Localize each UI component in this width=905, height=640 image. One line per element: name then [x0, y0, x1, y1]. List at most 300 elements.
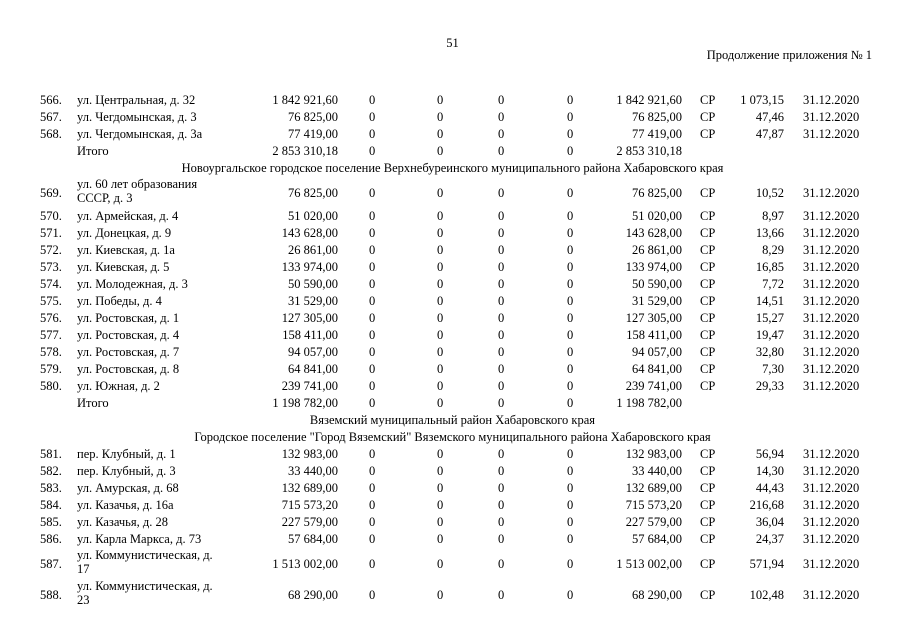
total-cell: 77 419,00 — [632, 127, 682, 141]
row-number: 566. — [40, 93, 62, 107]
date-cell: 31.12.2020 — [803, 557, 860, 571]
zero-cell-1: 0 — [369, 294, 376, 308]
zero-cell-4: 0 — [567, 379, 574, 393]
zero-cell-4: 0 — [567, 362, 574, 376]
zero-cell-1: 0 — [369, 515, 376, 529]
row-number: 576. — [40, 311, 62, 325]
address-cell: ул. 60 лет образования СССР, д. 3 — [77, 177, 198, 205]
row-number: 575. — [40, 294, 62, 308]
date-cell: 31.12.2020 — [803, 328, 860, 342]
zero-cell-2: 0 — [437, 447, 444, 461]
table-row — [0, 480, 905, 497]
table-row — [0, 463, 905, 480]
row-number: 579. — [40, 362, 62, 376]
address-cell: ул. Казачья, д. 28 — [77, 515, 168, 529]
zero-cell-4: 0 — [567, 345, 574, 359]
zero-cell-1: 0 — [369, 226, 376, 240]
zero-cell-2: 0 — [437, 328, 444, 342]
zero-cell-4: 0 — [567, 243, 574, 257]
zero-cell-2: 0 — [437, 243, 444, 257]
total-cell: 76 825,00 — [632, 186, 682, 200]
address-cell: ул. Казачья, д. 16а — [77, 498, 174, 512]
table-row — [0, 548, 905, 579]
row-number: 586. — [40, 532, 62, 546]
section-heading-text: Городское поселение "Город Вяземский" Вяземского муниципального района Хабаровского края — [194, 430, 711, 444]
amount-cell: 127 305,00 — [281, 311, 338, 325]
amount-cell: 1 842 921,60 — [272, 93, 338, 107]
row-number: 569. — [40, 186, 62, 200]
method-cell: СР — [700, 260, 716, 274]
zero-cell-4: 0 — [567, 464, 574, 478]
zero-cell-3: 0 — [498, 557, 505, 571]
total-cell: 715 573,20 — [625, 498, 682, 512]
zero-cell-2: 0 — [437, 532, 444, 546]
address-cell: ул. Донецкая, д. 9 — [77, 226, 172, 240]
zero-cell-3: 0 — [498, 294, 505, 308]
table-row — [0, 276, 905, 293]
zero-cell-2: 0 — [437, 379, 444, 393]
table-row — [0, 579, 905, 610]
zero-cell-2: 0 — [437, 345, 444, 359]
area-cell: 32,80 — [755, 345, 784, 359]
zero-cell-1: 0 — [369, 362, 376, 376]
method-cell: СР — [700, 447, 716, 461]
area-cell: 8,29 — [762, 243, 784, 257]
table-row — [0, 344, 905, 361]
total-cell: 239 741,00 — [625, 379, 682, 393]
date-cell: 31.12.2020 — [803, 362, 860, 376]
zero-cell-3: 0 — [498, 186, 505, 200]
method-cell: СР — [700, 294, 716, 308]
date-cell: 31.12.2020 — [803, 127, 860, 141]
date-cell: 31.12.2020 — [803, 481, 860, 495]
address-cell: ул. Карла Маркса, д. 73 — [77, 532, 202, 546]
row-number: 588. — [40, 588, 62, 602]
zero-cell-3: 0 — [498, 481, 505, 495]
zero-cell-3: 0 — [498, 110, 505, 124]
row-number: 574. — [40, 277, 62, 291]
total-cell: 133 974,00 — [625, 260, 682, 274]
address-cell: ул. Молодежная, д. 3 — [77, 277, 188, 291]
zero-cell-3: 0 — [498, 515, 505, 529]
method-cell: СР — [700, 328, 716, 342]
address-cell: ул. Ростовская, д. 1 — [77, 311, 180, 325]
date-cell: 31.12.2020 — [803, 311, 860, 325]
method-cell: СР — [700, 379, 716, 393]
table-row — [0, 225, 905, 242]
zero-cell-4: 0 — [567, 515, 574, 529]
table-row — [0, 259, 905, 276]
zero-cell-3: 0 — [498, 588, 505, 602]
amount-cell: 715 573,20 — [281, 498, 338, 512]
table-row — [0, 378, 905, 395]
row-number: 583. — [40, 481, 62, 495]
zero-cell-1: 0 — [369, 277, 376, 291]
method-cell: СР — [700, 226, 716, 240]
row-number: 585. — [40, 515, 62, 529]
method-cell: СР — [700, 186, 716, 200]
zero-cell-2: 0 — [437, 110, 444, 124]
row-number: 571. — [40, 226, 62, 240]
continuation-note: Продолжение приложения № 1 — [706, 48, 872, 62]
zero-cell-4: 0 — [567, 557, 574, 571]
zero-cell-3: 0 — [498, 226, 505, 240]
zero-cell-2: 0 — [437, 311, 444, 325]
zero-cell-1: 0 — [369, 464, 376, 478]
amount-cell: 1 513 002,00 — [272, 557, 338, 571]
zero-cell-3: 0 — [498, 93, 505, 107]
amount-cell: 239 741,00 — [281, 379, 338, 393]
amount-cell: 133 974,00 — [281, 260, 338, 274]
address-cell: пер. Клубный, д. 1 — [77, 447, 176, 461]
method-cell: СР — [700, 277, 716, 291]
amount-cell: 57 684,00 — [288, 532, 338, 546]
zero-cell-2: 0 — [437, 481, 444, 495]
date-cell: 31.12.2020 — [803, 464, 860, 478]
zero-cell-3: 0 — [498, 498, 505, 512]
row-number: 580. — [40, 379, 62, 393]
method-cell: СР — [700, 532, 716, 546]
method-cell: СР — [700, 345, 716, 359]
table-row — [0, 92, 905, 109]
amount-cell: 64 841,00 — [288, 362, 338, 376]
method-cell: СР — [700, 498, 716, 512]
method-cell: СР — [700, 209, 716, 223]
total-cell: 1 513 002,00 — [616, 557, 682, 571]
date-cell: 31.12.2020 — [803, 294, 860, 308]
page-number: 51 — [446, 36, 459, 50]
zero-cell-1: 0 — [369, 243, 376, 257]
zero-cell-2: 0 — [437, 226, 444, 240]
area-cell: 29,33 — [755, 379, 784, 393]
table-row — [0, 446, 905, 463]
total-cell: 26 861,00 — [632, 243, 682, 257]
address-cell: ул. Победы, д. 4 — [77, 294, 162, 308]
zero-cell-2: 0 — [437, 557, 444, 571]
address-cell: ул. Армейская, д. 4 — [77, 209, 179, 223]
method-cell: СР — [700, 588, 716, 602]
amount-cell: 33 440,00 — [288, 464, 338, 478]
zero-cell-2: 0 — [437, 464, 444, 478]
zero-cell-4: 0 — [567, 498, 574, 512]
zero-cell-1: 0 — [369, 186, 376, 200]
table-row — [0, 208, 905, 225]
zero-cell-4: 0 — [567, 209, 574, 223]
zero-cell-1: 0 — [369, 127, 376, 141]
zero-cell-4: 0 — [567, 127, 574, 141]
amount-cell: 31 529,00 — [288, 294, 338, 308]
date-cell: 31.12.2020 — [803, 226, 860, 240]
amount-cell: 76 825,00 — [288, 186, 338, 200]
method-cell: СР — [700, 557, 716, 571]
date-cell: 31.12.2020 — [803, 515, 860, 529]
total-row — [0, 395, 905, 412]
date-cell: 31.12.2020 — [803, 532, 860, 546]
zero-cell-1: 0 — [369, 110, 376, 124]
total-cell: 132 983,00 — [625, 447, 682, 461]
table-row — [0, 293, 905, 310]
total-cell: 64 841,00 — [632, 362, 682, 376]
zero-cell-1: 0 — [369, 328, 376, 342]
zero-cell-3: 0 — [498, 345, 505, 359]
area-cell: 13,66 — [755, 226, 784, 240]
area-cell: 56,94 — [755, 447, 784, 461]
date-cell: 31.12.2020 — [803, 379, 860, 393]
total-row — [0, 143, 905, 160]
total-cell: 132 689,00 — [625, 481, 682, 495]
address-cell: ул. Киевская, д. 5 — [77, 260, 170, 274]
date-cell: 31.12.2020 — [803, 93, 860, 107]
zero-cell-1: 0 — [369, 93, 376, 107]
zero-cell-4: 0 — [567, 93, 574, 107]
method-cell: СР — [700, 464, 716, 478]
address-cell: ул. Центральная, д. 32 — [77, 93, 196, 107]
zero-cell-2: 0 — [437, 294, 444, 308]
method-cell: СР — [700, 311, 716, 325]
area-cell: 24,37 — [755, 532, 784, 546]
area-cell: 7,30 — [762, 362, 784, 376]
zero-cell-3: 0 — [498, 464, 505, 478]
zero-cell-4: 0 — [567, 311, 574, 325]
method-cell: СР — [700, 515, 716, 529]
zero-cell-4: 0 — [567, 447, 574, 461]
amount-cell: 132 983,00 — [281, 447, 338, 461]
method-cell: СР — [700, 110, 716, 124]
total-cell: 94 057,00 — [632, 345, 682, 359]
area-cell: 19,47 — [755, 328, 784, 342]
row-number: 577. — [40, 328, 62, 342]
address-cell: ул. Коммунистическая, д. 23 — [77, 579, 213, 607]
table-row — [0, 514, 905, 531]
address-cell: ул. Чегдомынская, д. 3 — [77, 110, 197, 124]
zero-cell-2: 0 — [437, 209, 444, 223]
amount-cell: 51 020,00 — [288, 209, 338, 223]
zero-cell-3: 0 — [498, 243, 505, 257]
row-number: 573. — [40, 260, 62, 274]
area-cell: 36,04 — [755, 515, 784, 529]
zero-cell-3: 0 — [498, 311, 505, 325]
row-number: 567. — [40, 110, 62, 124]
zero-cell-3: 0 — [498, 379, 505, 393]
area-cell: 216,68 — [749, 498, 784, 512]
zero-cell-2: 0 — [437, 144, 444, 158]
address-cell: ул. Киевская, д. 1а — [77, 243, 175, 257]
address-cell: ул. Чегдомынская, д. 3а — [77, 127, 203, 141]
address-cell: Итого — [77, 396, 109, 410]
area-cell: 47,46 — [755, 110, 784, 124]
section-heading — [0, 429, 905, 446]
row-number: 582. — [40, 464, 62, 478]
total-cell: 31 529,00 — [632, 294, 682, 308]
row-number: 584. — [40, 498, 62, 512]
zero-cell-2: 0 — [437, 277, 444, 291]
date-cell: 31.12.2020 — [803, 588, 860, 602]
date-cell: 31.12.2020 — [803, 345, 860, 359]
amount-cell: 68 290,00 — [288, 588, 338, 602]
area-cell: 16,85 — [755, 260, 784, 274]
zero-cell-3: 0 — [498, 447, 505, 461]
area-cell: 571,94 — [749, 557, 784, 571]
total-cell: 50 590,00 — [632, 277, 682, 291]
method-cell: СР — [700, 127, 716, 141]
section-heading — [0, 160, 905, 177]
address-cell: ул. Ростовская, д. 8 — [77, 362, 180, 376]
zero-cell-2: 0 — [437, 396, 444, 410]
area-cell: 10,52 — [755, 186, 784, 200]
address-cell: ул. Амурская, д. 68 — [77, 481, 179, 495]
zero-cell-2: 0 — [437, 186, 444, 200]
zero-cell-2: 0 — [437, 362, 444, 376]
total-cell: 57 684,00 — [632, 532, 682, 546]
zero-cell-1: 0 — [369, 345, 376, 359]
zero-cell-4: 0 — [567, 532, 574, 546]
zero-cell-1: 0 — [369, 311, 376, 325]
amount-cell: 94 057,00 — [288, 345, 338, 359]
zero-cell-3: 0 — [498, 144, 505, 158]
row-number: 570. — [40, 209, 62, 223]
date-cell: 31.12.2020 — [803, 243, 860, 257]
zero-cell-2: 0 — [437, 588, 444, 602]
total-cell: 1 842 921,60 — [616, 93, 682, 107]
zero-cell-1: 0 — [369, 481, 376, 495]
zero-cell-1: 0 — [369, 144, 376, 158]
row-number: 581. — [40, 447, 62, 461]
amount-cell: 132 689,00 — [281, 481, 338, 495]
zero-cell-1: 0 — [369, 396, 376, 410]
section-heading-text: Новоургальское городское поселение Верхнебуреинского муниципального района Хабаровского края — [181, 161, 724, 175]
amount-cell: 158 411,00 — [282, 328, 338, 342]
method-cell: СР — [700, 93, 716, 107]
zero-cell-1: 0 — [369, 379, 376, 393]
row-number: 587. — [40, 557, 62, 571]
zero-cell-3: 0 — [498, 277, 505, 291]
row-number: 578. — [40, 345, 62, 359]
method-cell: СР — [700, 243, 716, 257]
row-number: 572. — [40, 243, 62, 257]
address-cell: ул. Коммунистическая, д. 17 — [77, 548, 213, 576]
date-cell: 31.12.2020 — [803, 209, 860, 223]
total-cell: 33 440,00 — [632, 464, 682, 478]
table-row — [0, 109, 905, 126]
zero-cell-4: 0 — [567, 226, 574, 240]
table-row — [0, 126, 905, 143]
amount-cell: 1 198 782,00 — [272, 396, 338, 410]
zero-cell-2: 0 — [437, 498, 444, 512]
date-cell: 31.12.2020 — [803, 498, 860, 512]
area-cell: 7,72 — [762, 277, 784, 291]
zero-cell-4: 0 — [567, 481, 574, 495]
zero-cell-4: 0 — [567, 110, 574, 124]
date-cell: 31.12.2020 — [803, 186, 860, 200]
total-cell: 51 020,00 — [632, 209, 682, 223]
zero-cell-4: 0 — [567, 186, 574, 200]
area-cell: 102,48 — [749, 588, 784, 602]
amount-cell: 143 628,00 — [281, 226, 338, 240]
total-cell: 76 825,00 — [632, 110, 682, 124]
zero-cell-2: 0 — [437, 260, 444, 274]
zero-cell-1: 0 — [369, 557, 376, 571]
address-cell: Итого — [77, 144, 109, 158]
zero-cell-2: 0 — [437, 127, 444, 141]
address-cell: ул. Ростовская, д. 4 — [77, 328, 180, 342]
method-cell: СР — [700, 362, 716, 376]
zero-cell-4: 0 — [567, 277, 574, 291]
zero-cell-3: 0 — [498, 362, 505, 376]
zero-cell-1: 0 — [369, 209, 376, 223]
amount-cell: 77 419,00 — [288, 127, 338, 141]
table-rows — [0, 92, 905, 610]
zero-cell-4: 0 — [567, 588, 574, 602]
zero-cell-3: 0 — [498, 209, 505, 223]
section-heading-text: Вяземский муниципальный район Хабаровского края — [309, 413, 596, 427]
table-row — [0, 497, 905, 514]
amount-cell: 26 861,00 — [288, 243, 338, 257]
table-row — [0, 531, 905, 548]
table-row — [0, 177, 905, 208]
zero-cell-4: 0 — [567, 328, 574, 342]
area-cell: 14,51 — [755, 294, 784, 308]
area-cell: 14,30 — [755, 464, 784, 478]
zero-cell-1: 0 — [369, 447, 376, 461]
zero-cell-4: 0 — [567, 260, 574, 274]
section-heading — [0, 412, 905, 429]
zero-cell-4: 0 — [567, 294, 574, 308]
area-cell: 47,87 — [755, 127, 784, 141]
row-number: 568. — [40, 127, 62, 141]
amount-cell: 2 853 310,18 — [272, 144, 338, 158]
date-cell: 31.12.2020 — [803, 110, 860, 124]
amount-cell: 227 579,00 — [281, 515, 338, 529]
table-row — [0, 310, 905, 327]
date-cell: 31.12.2020 — [803, 277, 860, 291]
total-cell: 143 628,00 — [625, 226, 682, 240]
date-cell: 31.12.2020 — [803, 447, 860, 461]
zero-cell-3: 0 — [498, 127, 505, 141]
table-row — [0, 361, 905, 378]
zero-cell-4: 0 — [567, 144, 574, 158]
area-cell: 1 073,15 — [740, 93, 784, 107]
area-cell: 44,43 — [755, 481, 784, 495]
zero-cell-3: 0 — [498, 260, 505, 274]
method-cell: СР — [700, 481, 716, 495]
address-cell: ул. Южная, д. 2 — [77, 379, 160, 393]
total-cell: 1 198 782,00 — [616, 396, 682, 410]
zero-cell-3: 0 — [498, 396, 505, 410]
amount-cell: 76 825,00 — [288, 110, 338, 124]
zero-cell-1: 0 — [369, 498, 376, 512]
total-cell: 127 305,00 — [625, 311, 682, 325]
area-cell: 8,97 — [762, 209, 784, 223]
address-cell: ул. Ростовская, д. 7 — [77, 345, 180, 359]
total-cell: 2 853 310,18 — [616, 144, 682, 158]
area-cell: 15,27 — [755, 311, 784, 325]
table-row — [0, 327, 905, 344]
zero-cell-4: 0 — [567, 396, 574, 410]
zero-cell-1: 0 — [369, 260, 376, 274]
address-cell: пер. Клубный, д. 3 — [77, 464, 176, 478]
zero-cell-3: 0 — [498, 532, 505, 546]
zero-cell-2: 0 — [437, 93, 444, 107]
zero-cell-1: 0 — [369, 588, 376, 602]
zero-cell-3: 0 — [498, 328, 505, 342]
total-cell: 158 411,00 — [626, 328, 682, 342]
date-cell: 31.12.2020 — [803, 260, 860, 274]
zero-cell-1: 0 — [369, 532, 376, 546]
zero-cell-2: 0 — [437, 515, 444, 529]
amount-cell: 50 590,00 — [288, 277, 338, 291]
total-cell: 227 579,00 — [625, 515, 682, 529]
table-row — [0, 242, 905, 259]
